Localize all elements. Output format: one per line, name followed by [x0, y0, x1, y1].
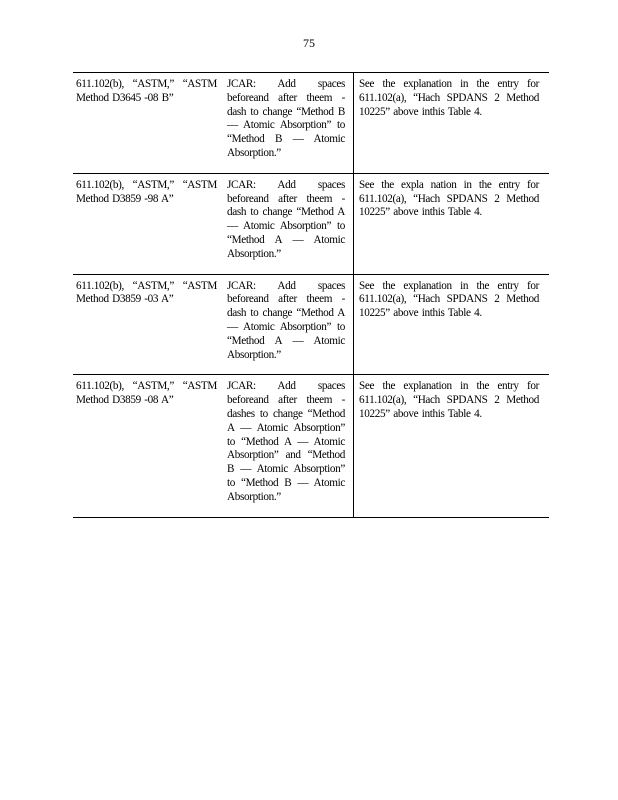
table-row	[73, 73, 549, 174]
section-cell	[73, 274, 221, 375]
section-cell	[73, 73, 221, 174]
explanation-cell	[354, 375, 550, 517]
change-text: JCAR: Add spaces beforeand after theem - dashes to change “Method A — Atomic Absorption” to “Method A — Atomic Absorption” and “Method B — Atomic Absorption” to “Method B — Atomic Absorption.”	[227, 380, 345, 503]
change-cell	[221, 375, 354, 517]
amendments-table	[73, 72, 549, 518]
table-row	[73, 173, 549, 274]
section-text: 611.102(b), “ASTM,” “ASTM Method D3859 -98 A”	[76, 178, 217, 205]
table-row	[73, 375, 549, 517]
change-cell	[221, 274, 354, 375]
section-text: 611.102(b), “ASTM,” “ASTM Method D3645 -08 B”	[76, 78, 217, 104]
section-cell	[73, 375, 221, 517]
section-text: 611.102(b), “ASTM,” “ASTM Method D3859 -08 A”	[76, 380, 217, 407]
page-number: 75	[303, 36, 315, 50]
explanation-cell	[354, 173, 550, 274]
explanation-text: See the explanation in the entry for 611.102(a), “Hach SPDANS 2 Method 10225” above inthis Table 4.	[359, 279, 539, 320]
change-cell	[221, 73, 354, 174]
table-row	[73, 274, 549, 375]
change-cell	[221, 173, 354, 274]
change-text: JCAR: Add spaces beforeand after theem - dash to change “Method B — Atomic Absorption” to “Method B — Atomic Absorption.”	[227, 78, 345, 159]
explanation-text: See the explanation in the entry for 611.102(a), “Hach SPDANS 2 Method 10225” above inthis Table 4.	[359, 78, 539, 118]
explanation-cell	[354, 274, 550, 375]
explanation-text: See the explanation in the entry for 611.102(a), “Hach SPDANS 2 Method 10225” above inthis Table 4.	[359, 380, 539, 420]
explanation-cell	[354, 73, 550, 174]
section-cell	[73, 173, 221, 274]
change-text: JCAR: Add spaces beforeand after theem - dash to change “Method A — Atomic Absorption” to “Method A — Atomic Absorption.”	[227, 279, 345, 361]
section-text: 611.102(b), “ASTM,” “ASTM Method D3859 -03 A”	[76, 279, 217, 306]
explanation-text: See the expla nation in the entry for 611.102(a), “Hach SPDANS 2 Method 10225” above inthis Table 4.	[359, 178, 539, 219]
change-text: JCAR: Add spaces beforeand after theem - dash to change “Method A — Atomic Absorption” to “Method A — Atomic Absorption.”	[227, 178, 345, 260]
